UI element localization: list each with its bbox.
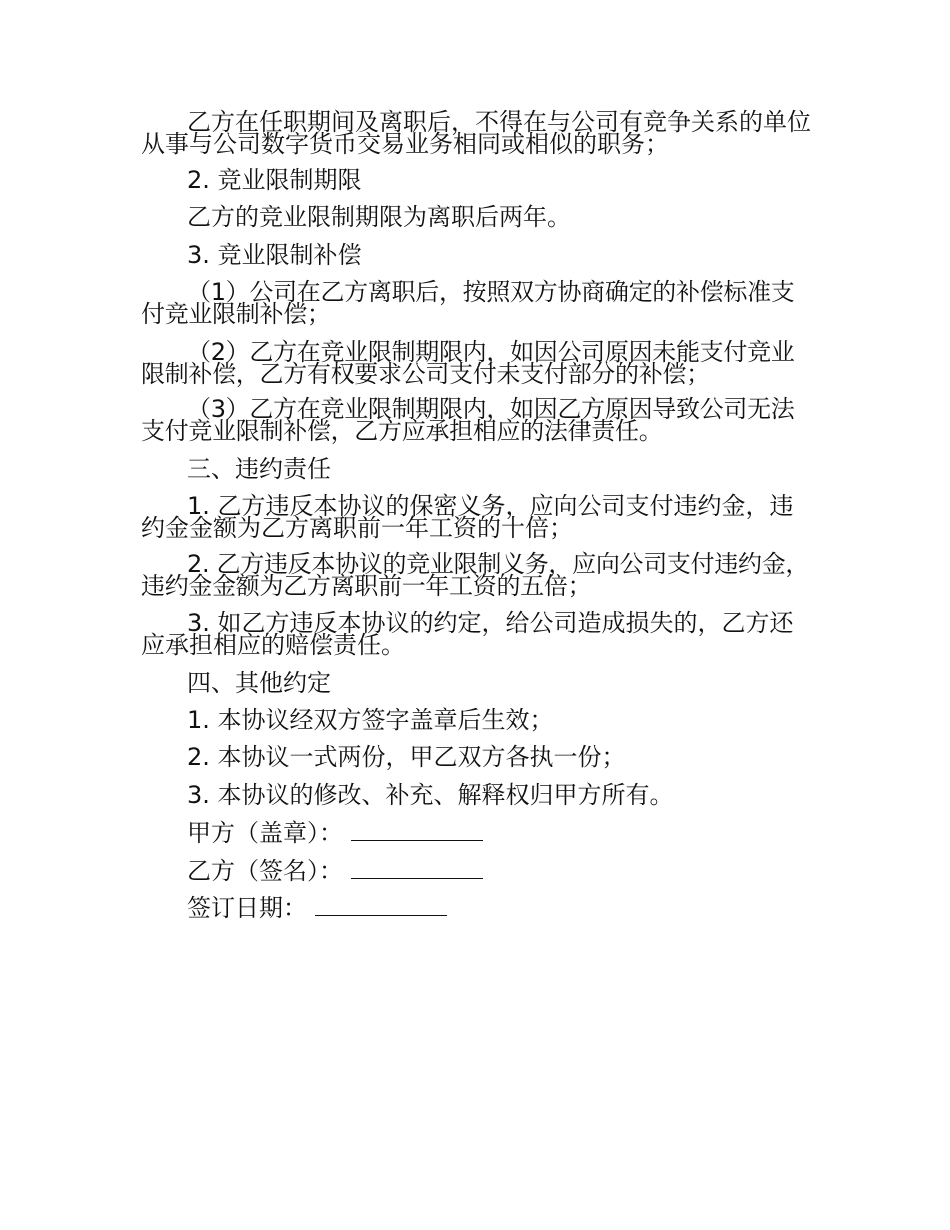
signature-date-label: 签订日期： xyxy=(187,894,307,922)
signature-date-blank[interactable] xyxy=(315,893,447,916)
signature-party-b-label: 乙方（签名）： xyxy=(187,857,343,885)
paragraph-breach-1: 1. 乙方违反本协议的保密义务，应向公司支付违约金，违约金金额为乙方离职前一年工资的十倍； xyxy=(141,492,794,542)
signature-party-a xyxy=(187,818,483,847)
paragraph-non-compete-clause: 乙方在任职期间及离职后，不得在与公司有竞争关系的单位从事与公司数字货币交易业务相同或相似的职务； xyxy=(141,108,811,158)
heading-breach-liability: 三、违约责任 xyxy=(187,455,331,483)
heading-non-compete-period: 2. 竞业限制期限 xyxy=(187,166,362,194)
signature-party-a-blank[interactable] xyxy=(351,818,483,841)
paragraph-non-compete-period: 乙方的竞业限制期限为离职后两年。 xyxy=(187,203,571,231)
paragraph-other-2: 2. 本协议一式两份，甲乙双方各执一份； xyxy=(187,743,626,771)
signature-date xyxy=(187,893,447,922)
paragraph-other-3: 3. 本协议的修改、补充、解释权归甲方所有。 xyxy=(187,781,674,809)
paragraph-compensation-3: （3）乙方在竞业限制期限内，如因乙方原因导致公司无法支付竞业限制补偿，乙方应承担相应的法律责任。 xyxy=(141,395,795,445)
heading-other-terms: 四、其他约定 xyxy=(187,669,331,697)
heading-non-compete-compensation: 3. 竞业限制补偿 xyxy=(187,241,362,269)
paragraph-compensation-2: （2）乙方在竞业限制期限内，如因公司原因未能支付竞业限制补偿，乙方有权要求公司支付未支付部分的补偿； xyxy=(141,338,795,388)
paragraph-breach-2: 2. 乙方违反本协议的竞业限制义务，应向公司支付违约金，违约金金额为乙方离职前一年工资的五倍； xyxy=(141,550,810,600)
signature-party-a-label: 甲方（盖章）： xyxy=(187,819,343,847)
signature-party-b-blank[interactable] xyxy=(351,856,483,879)
paragraph-other-1: 1. 本协议经双方签字盖章后生效； xyxy=(187,706,554,734)
signature-party-b xyxy=(187,856,483,885)
paragraph-compensation-1: （1）公司在乙方离职后，按照双方协商确定的补偿标准支付竞业限制补偿； xyxy=(141,278,795,328)
paragraph-breach-3: 3. 如乙方违反本协议的约定，给公司造成损失的，乙方还应承担相应的赔偿责任。 xyxy=(141,609,794,659)
